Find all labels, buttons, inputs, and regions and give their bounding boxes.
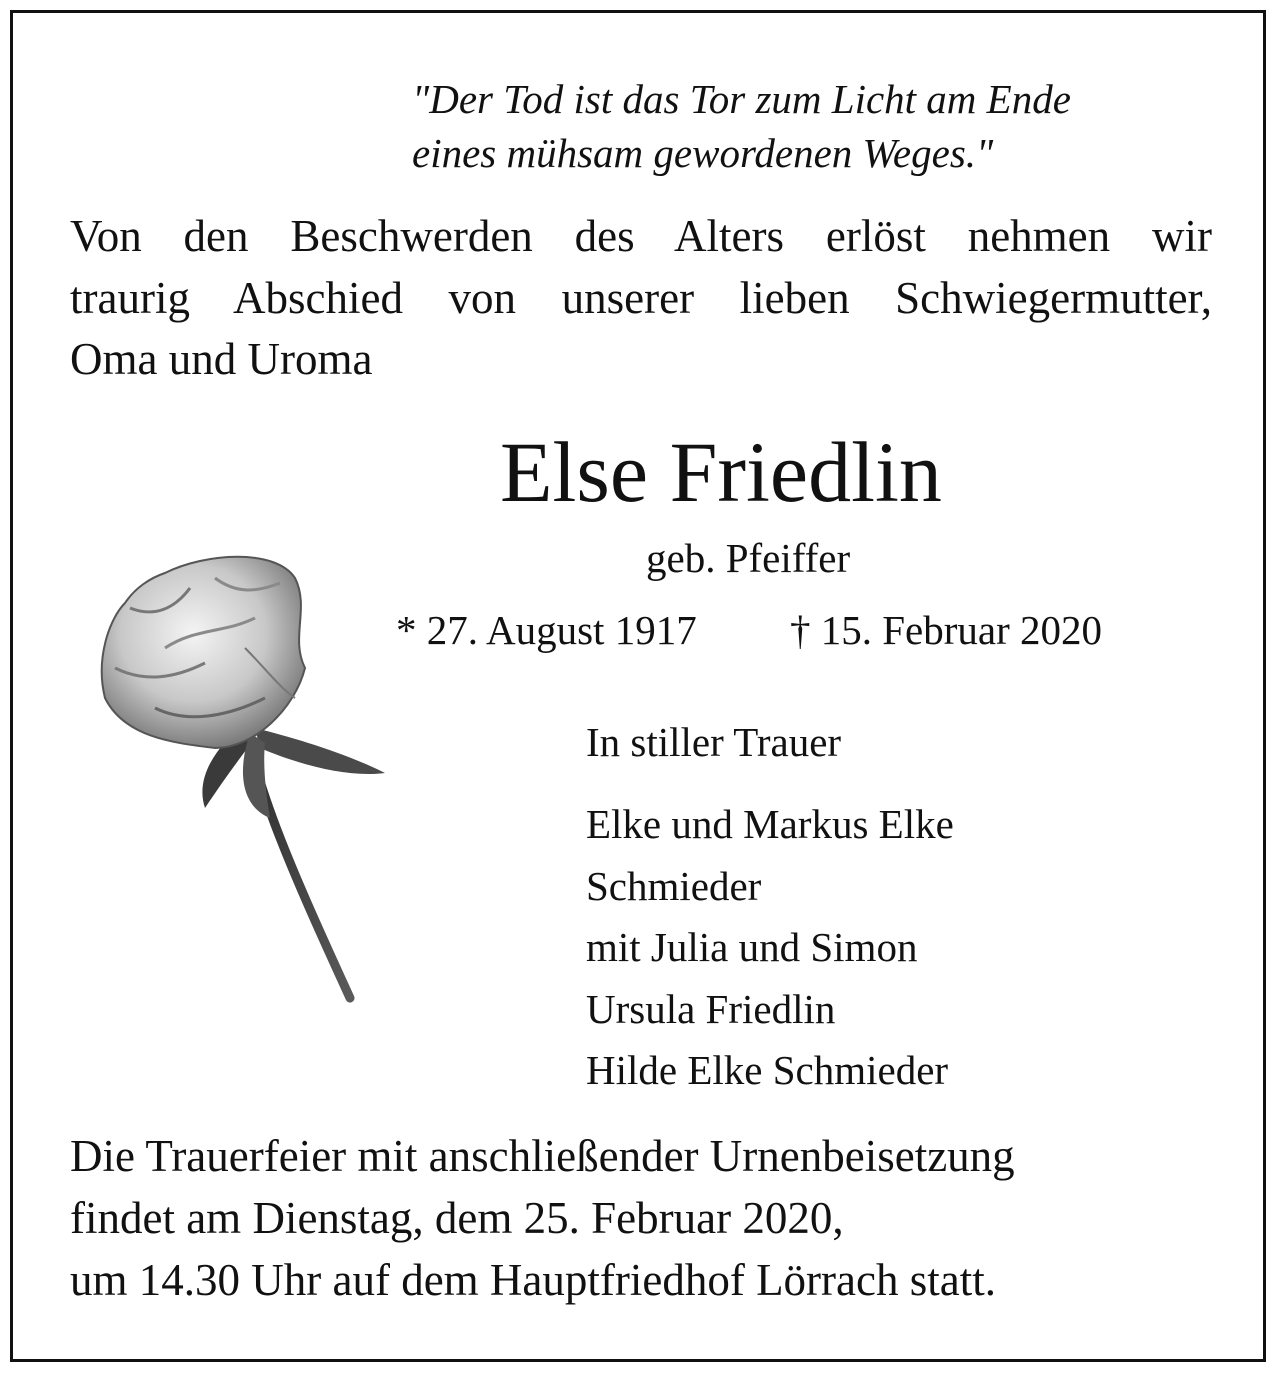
death-date: † 15. Februar 2020	[790, 607, 1103, 653]
funeral-line-2: findet am Dienstag, dem 25. Februar 2020,	[70, 1193, 844, 1243]
maiden-name: geb. Pfeiffer	[646, 535, 851, 581]
mourner-line-4: Ursula Friedlin	[586, 986, 836, 1032]
funeral-line-1: Die Trauerfeier mit anschließender Urnenbeisetzung	[70, 1131, 1015, 1181]
mourner-line-1: Elke und Markus Elke	[586, 801, 954, 847]
mourner-line-3: mit Julia und Simon	[586, 924, 918, 970]
mourning-heading: In stiller Trauer	[586, 719, 842, 765]
deceased-name: Else Friedlin	[500, 424, 942, 520]
quote-line-1: "Der Tod ist das Tor zum Licht am Ende	[412, 76, 1071, 122]
intro-line-3: Oma und Uroma	[70, 334, 373, 384]
rose-icon	[95, 548, 395, 1008]
birth-date: * 27. August 1917	[396, 607, 697, 653]
mourner-line-2: Schmieder	[586, 863, 762, 909]
funeral-line-3: um 14.30 Uhr auf dem Hauptfriedhof Lörrach statt.	[70, 1255, 996, 1305]
intro-line-1: Von den Beschwerden des Alters erlöst nehmen wir	[70, 211, 1212, 261]
intro-line-2: traurig Abschied von unserer lieben Schwiegermutter,	[70, 273, 1212, 323]
mourner-line-5: Hilde Elke Schmieder	[586, 1047, 949, 1093]
quote-line-2: eines mühsam gewordenen Weges."	[412, 130, 994, 176]
